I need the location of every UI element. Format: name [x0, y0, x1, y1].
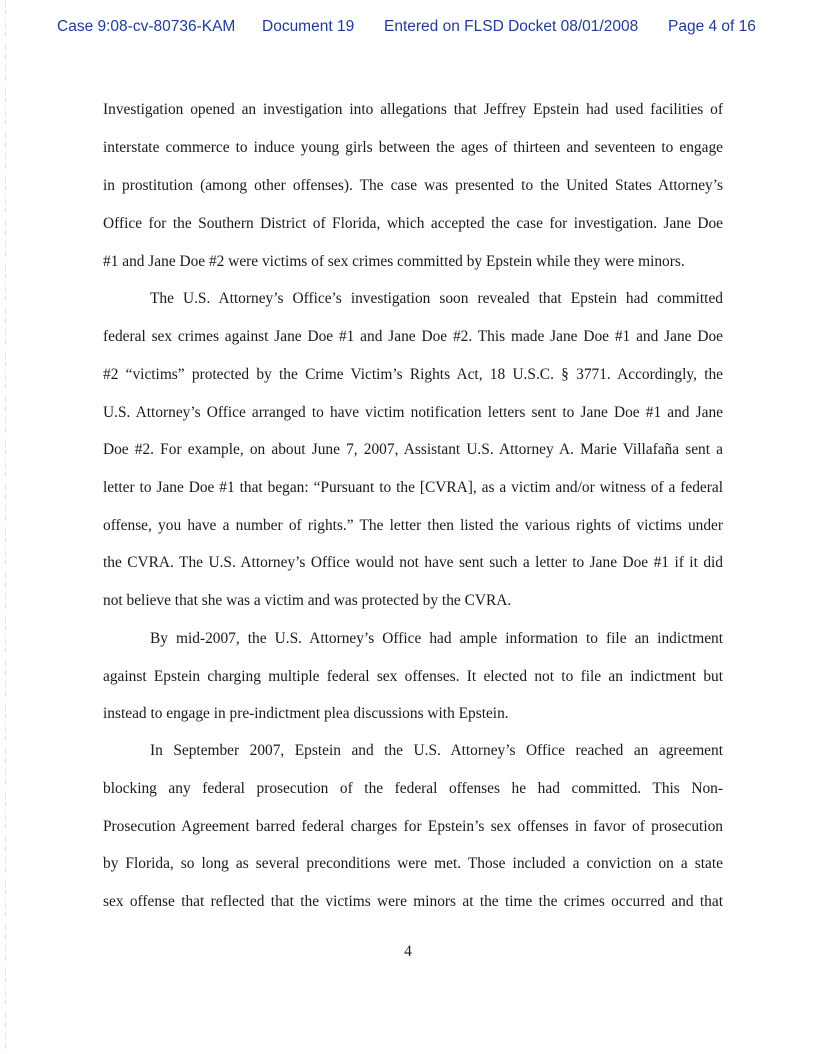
- text-line: Office for the Southern District of Florida, which accepted the case for investigation. Jane Doe: [103, 215, 723, 232]
- text-line: in prostitution (among other offenses). The case was presented to the United States Attorney’s: [103, 177, 723, 194]
- text-line: In September 2007, Epstein and the U.S. Attorney’s Office reached an agreement: [150, 742, 723, 759]
- text-line: the CVRA. The U.S. Attorney’s Office would not have sent such a letter to Jane Doe #1 if it did: [103, 554, 723, 571]
- text-line: federal sex crimes against Jane Doe #1 and Jane Doe #2. This made Jane Doe #1 and Jane Doe: [103, 328, 723, 345]
- text-line: By mid-2007, the U.S. Attorney’s Office had ample information to file an indictment: [150, 630, 723, 647]
- text-line: Prosecution Agreement barred federal charges for Epstein’s sex offenses in favor of prosecution: [103, 818, 723, 835]
- text-line: not believe that she was a victim and was protected by the CVRA.: [103, 592, 512, 609]
- page-number: 4: [404, 943, 412, 960]
- text-line: letter to Jane Doe #1 that began: “Pursuant to the [CVRA], as a victim and/or witness of a federal: [103, 479, 723, 496]
- text-line: #1 and Jane Doe #2 were victims of sex crimes committed by Epstein while they were minors.: [103, 253, 685, 270]
- text-line: Investigation opened an investigation into allegations that Jeffrey Epstein had used facilities of: [103, 101, 723, 118]
- header-case-number: Case 9:08-cv-80736-KAM: [57, 18, 236, 35]
- text-line: #2 “victims” protected by the Crime Victim’s Rights Act, 18 U.S.C. § 3771. Accordingly, the: [103, 366, 723, 383]
- text-line: interstate commerce to induce young girls between the ages of thirteen and seventeen to engage: [103, 139, 723, 156]
- text-line: sex offense that reflected that the victims were minors at the time the crimes occurred and that: [103, 893, 723, 910]
- header-page-count: Page 4 of 16: [668, 18, 756, 35]
- text-line: by Florida, so long as several preconditions were met. Those included a conviction on a state: [103, 855, 723, 872]
- scan-edge-artifact: [5, 0, 6, 1054]
- text-line: Doe #2. For example, on about June 7, 2007, Assistant U.S. Attorney A. Marie Villafaña sent a: [103, 441, 723, 458]
- text-line: offense, you have a number of rights.” The letter then listed the various rights of victims under: [103, 517, 723, 534]
- header-entered-date: Entered on FLSD Docket 08/01/2008: [384, 18, 639, 35]
- text-line: blocking any federal prosecution of the federal offenses he had committed. This Non-: [103, 780, 723, 797]
- text-line: U.S. Attorney’s Office arranged to have victim notification letters sent to Jane Doe #1 and Jane: [103, 404, 723, 421]
- text-line: instead to engage in pre-indictment plea discussions with Epstein.: [103, 705, 509, 722]
- header-document-number: Document 19: [262, 18, 355, 35]
- text-line: against Epstein charging multiple federal sex offenses. It elected not to file an indictment but: [103, 668, 723, 685]
- text-line: The U.S. Attorney’s Office’s investigation soon revealed that Epstein had committed: [150, 290, 723, 307]
